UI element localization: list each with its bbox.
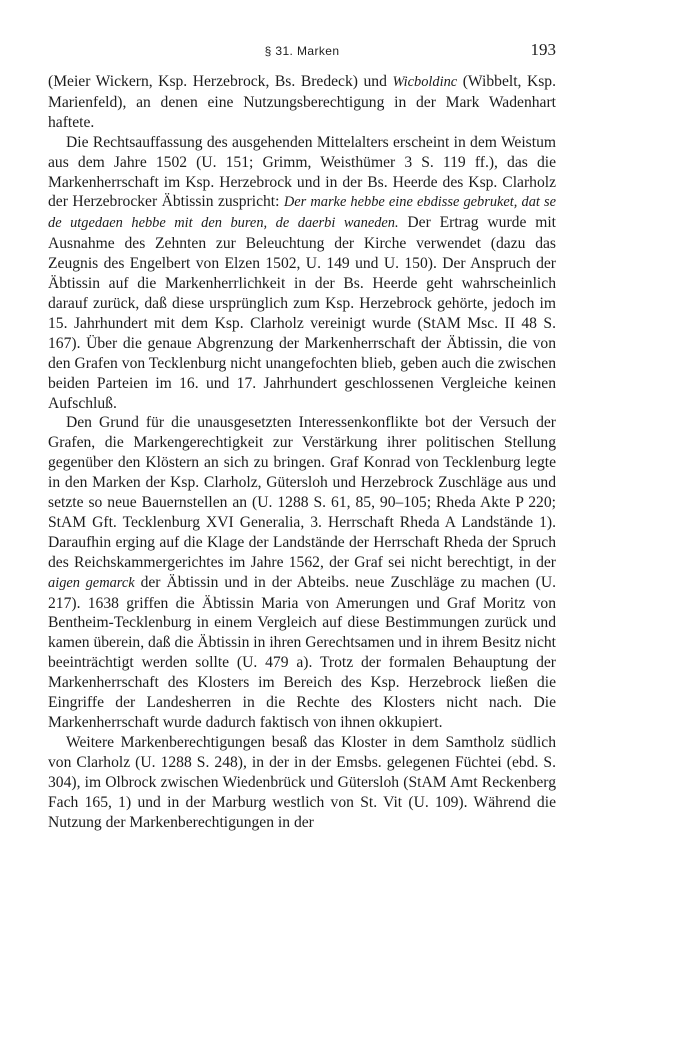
paragraph: [48, 413, 556, 733]
body-text: [48, 72, 556, 832]
paragraph: [48, 733, 556, 833]
paragraph: [48, 133, 556, 414]
text-run: (Wibbelt, Ksp. Marienfeld), an denen eine Nutzungsberechtigung in der Mark Wadenhart haftete.: [48, 73, 556, 131]
page-number: 193: [530, 40, 556, 59]
running-title: § 31. Marken: [264, 44, 340, 58]
italic-text-run: Wicboldinc: [392, 74, 458, 90]
text-run: Den Grund für die unausgesetzten Interessenkonflikte bot der Versuch der Grafen, die Markengerechtigkeit zur Verstärkung ihrer politischen Stellung gegenüber den Klöstern an sich zu bringen. Graf Konrad von Tecklenburg legte in den Marken der Ksp. Clarholz, Gütersloh und Herzebrock Zuschläge aus und setzte so neue Bauernstellen an (U. 1288 S. 61, 85, 90–105; Rheda Akte P 220; StAM Gft. Tecklenburg XVI Generalia, 3. Herrschaft Rheda A Landstände 1). Daraufhin erging auf die Klage der Landstände der Herrschaft Rheda der Spruch des Reichskammergerichtes im Jahre 1562, der Graf sei nicht berechtigt, in der: [48, 414, 556, 571]
text-run: (Meier Wickern, Ksp. Herzebrock, Bs. Bredeck) und: [48, 73, 393, 90]
text-run: Weitere Markenberechtigungen besaß das Kloster in dem Samtholz südlich von Clarholz (U. 1288 S. 248), in der in der Emsbs. gelegenen Füchtei (ebd. S. 304), im Olbrock zwischen Wiedenbrück und Gütersloh (StAM Amt Reckenberg Fach 165, 1) und in der Marburg westlich von St. Vit (U. 109). Während die Nutzung der Markenberechtigungen in der: [48, 733, 556, 831]
italic-text-run: aigen gemarck: [48, 574, 135, 591]
text-run: Der Ertrag wurde mit Ausnahme des Zehnten zur Beleuchtung der Kirche verwendet (dazu das Zeugnis des Engelbert von Elzen 1502, U. 149 und U. 150). Der Anspruch der Äbtissin auf die Markenherrlichkeit in der Bs. Heerde geht wahrscheinlich darauf zurück, daß diese ursprünglich zum Ksp. Herzebrock gehörte, jedoch im 15. Jahrhundert mit dem Ksp. Clarholz vereinigt wurde (StAM Msc. II 48 S. 167). Über die genaue Abgrenzung der Markenherrschaft der Äbtissin, die von den Grafen von Tecklenburg nicht unangefochten blieb, geben auch die zwischen beiden Parteien im 16. und 17. Jahrhundert geschlossenen Vergleiche keinen Aufschluß.: [48, 214, 556, 412]
text-run: Die Rechtsauffassung des ausgehenden Mittelalters erscheint in dem Weistum aus dem Jahre 1502 (U. 151; Grimm, Weisthümer 3 S. 119 ff.), das die Markenherrschaft im Ksp. Herzebrock und in der Bs. Heerde des Ksp. Clarholz der Herzebrocker Äbtissin zuspricht:: [48, 133, 556, 211]
running-head: [48, 40, 556, 64]
paragraph: [48, 72, 556, 133]
text-run: der Äbtissin und in der Abteibs. neue Zuschläge zu machen (U. 217). 1638 griffen die Äbtissin Maria von Amerungen und Graf Moritz von Bentheim-Tecklenburg in einem Vergleich auf diese Bestimmungen zurück und kamen überein, daß die Äbtissin in ihren Gerechtsamen und in ihrem Besitz nicht beeinträchtigt werden sollte (U. 479 a). Trotz der formalen Behauptung der Markenherrschaft des Klosters im Bereich des Ksp. Herzebrock ließen die Eingriffe der Landesherren in die Rechte des Klosters nicht nach. Die Markenherrschaft wurde dadurch faktisch von ihnen okkupiert.: [48, 573, 556, 731]
italic-quote-run: Der marke hebbe eine ebdisse gebruket, dat se de utgedaen hebbe mit den buren, de daerbi waneden.: [48, 194, 556, 232]
